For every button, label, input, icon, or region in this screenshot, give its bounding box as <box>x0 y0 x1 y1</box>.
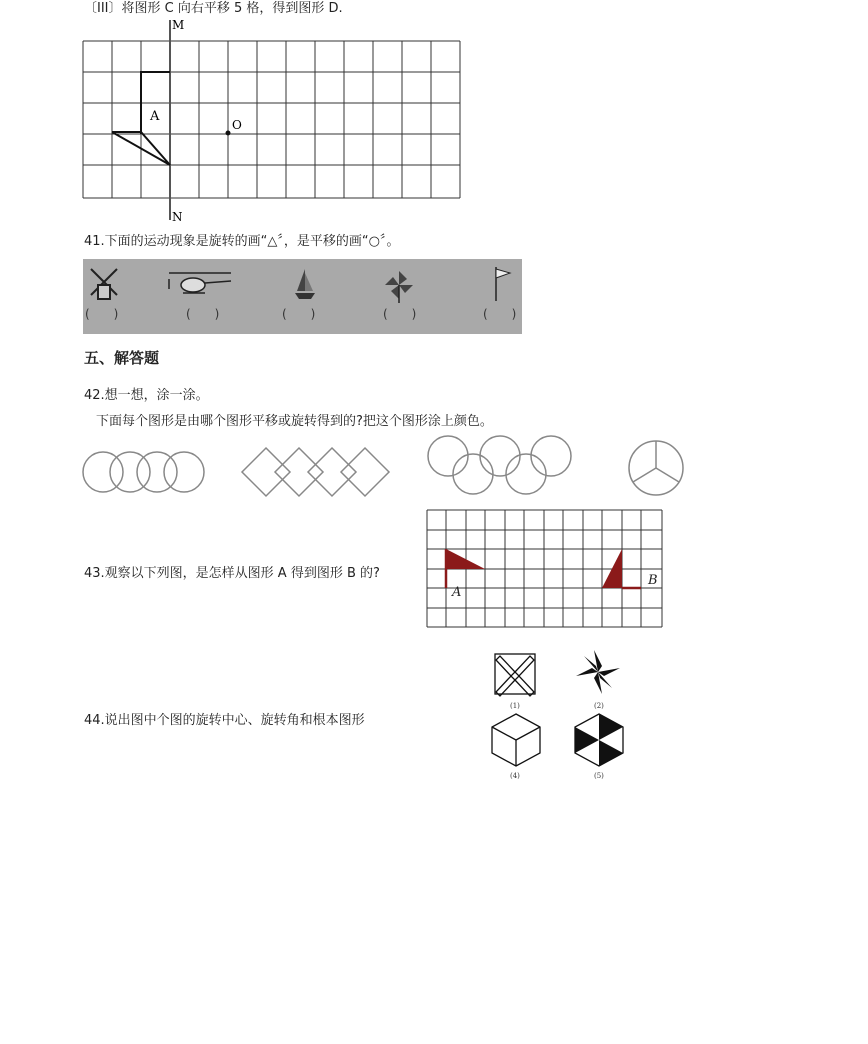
label-a: A <box>150 109 160 124</box>
section-title: 五、解答题 <box>84 349 160 367</box>
pattern-5 <box>575 714 623 766</box>
answer-blank-2[interactable]: ( ) <box>186 307 220 321</box>
translation-grid-figure <box>80 14 470 226</box>
pinwheel-icon <box>379 265 419 305</box>
motion-picture-strip <box>83 259 522 334</box>
q44-question: 44.说出图中个图的旋转中心、旋转角和根本图形 <box>84 713 365 728</box>
label-n: N <box>172 210 183 224</box>
label-shape-a: A <box>452 585 462 600</box>
q41-question: 41.下面的运动现象是旋转的画“△〞，是平移的画“○〞。 <box>84 234 400 249</box>
flag-icon <box>488 265 518 303</box>
rotation-patterns-figure <box>486 646 636 786</box>
caption-1: (1) <box>510 702 520 710</box>
label-o: O <box>232 118 242 132</box>
pattern-2 <box>576 650 620 694</box>
q42-title: 42.想一想，涂一涂。 <box>84 388 209 403</box>
pattern-1 <box>495 654 535 696</box>
caption-5: (5) <box>594 772 604 780</box>
label-shape-b: B <box>648 573 658 588</box>
answer-blank-4[interactable]: ( ) <box>383 307 417 321</box>
q40-instruction: 〔III〕将图形 C 向右平移 5 格，得到图形 D. <box>84 1 343 16</box>
pattern-4 <box>492 714 540 766</box>
q42-instruction: 下面每个图形是由哪个图形平移或旋转得到的?把这个图形涂上颜色。 <box>96 414 493 429</box>
windmill-icon <box>85 263 125 303</box>
rotation-grid-figure <box>424 508 668 632</box>
sailboat-icon <box>293 267 317 301</box>
helicopter-icon <box>165 265 239 299</box>
q43-question: 43.观察以下列图，是怎样从图形 A 得到图形 B 的? <box>84 566 380 581</box>
answer-blank-3[interactable]: ( ) <box>282 307 316 321</box>
caption-4: (4) <box>510 772 520 780</box>
caption-2: (2) <box>594 702 604 710</box>
q42-figures <box>80 430 690 500</box>
answer-blank-1[interactable]: ( ) <box>85 307 119 321</box>
answer-blank-5[interactable]: ( ) <box>483 307 517 321</box>
label-m: M <box>172 18 185 32</box>
